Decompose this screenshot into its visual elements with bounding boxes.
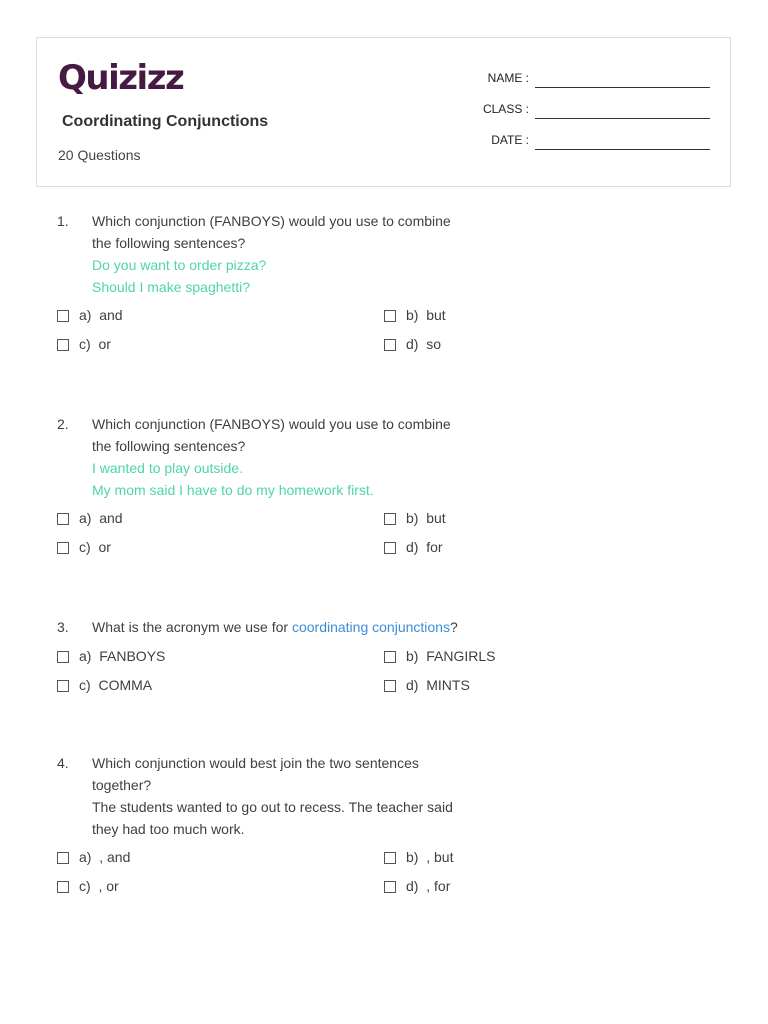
question-number: 4. xyxy=(57,755,69,771)
option-checkbox[interactable] xyxy=(384,651,396,663)
option-checkbox[interactable] xyxy=(57,881,69,893)
class-line[interactable] xyxy=(535,118,710,119)
question-text: What is the acronym we use for coordinating conjunctions? xyxy=(92,619,458,635)
option-checkbox[interactable] xyxy=(384,680,396,692)
question-sentence: Do you want to order pizza? xyxy=(92,257,267,273)
option-c: c) or xyxy=(79,539,111,555)
option-b: b) , but xyxy=(406,849,454,865)
option-a: a) FANBOYS xyxy=(79,648,166,664)
option-checkbox[interactable] xyxy=(57,310,69,322)
option-b: b) but xyxy=(406,510,446,526)
option-a: a) , and xyxy=(79,849,131,865)
question-sentence: Should I make spaghetti? xyxy=(92,279,250,295)
option-checkbox[interactable] xyxy=(57,339,69,351)
option-checkbox[interactable] xyxy=(384,513,396,525)
question-text: the following sentences? xyxy=(92,235,246,251)
option-c: c) COMMA xyxy=(79,677,153,693)
class-label: CLASS : xyxy=(482,102,529,116)
question-text: The students wanted to go out to recess. The teacher said xyxy=(92,799,453,815)
worksheet-header xyxy=(36,37,731,187)
option-d: d) , for xyxy=(406,878,451,894)
worksheet-title: Coordinating Conjunctions xyxy=(62,113,269,130)
option-d: d) so xyxy=(406,336,442,352)
option-checkbox[interactable] xyxy=(384,339,396,351)
option-d: d) MINTS xyxy=(406,677,470,693)
option-checkbox[interactable] xyxy=(57,513,69,525)
question-number: 2. xyxy=(57,416,69,432)
option-a: a) and xyxy=(79,510,123,526)
name-line[interactable] xyxy=(535,87,710,88)
question-text: Which conjunction (FANBOYS) would you use to combine xyxy=(92,416,451,432)
question-sentence: My mom said I have to do my homework first. xyxy=(92,482,374,498)
question-text: they had too much work. xyxy=(92,821,245,837)
option-checkbox[interactable] xyxy=(57,680,69,692)
question-text: Which conjunction (FANBOYS) would you use to combine xyxy=(92,213,451,229)
name-label: NAME : xyxy=(487,71,529,85)
option-checkbox[interactable] xyxy=(384,852,396,864)
question-text: Which conjunction would best join the two sentences xyxy=(92,755,419,771)
question-text: together? xyxy=(92,777,152,793)
quizizz-logo: Quizizz xyxy=(58,58,184,98)
highlighted-term: coordinating conjunctions xyxy=(291,619,450,635)
option-checkbox[interactable] xyxy=(57,542,69,554)
option-b: b) but xyxy=(406,307,446,323)
option-checkbox[interactable] xyxy=(384,881,396,893)
question-count: 20 Questions xyxy=(58,147,141,163)
option-checkbox[interactable] xyxy=(57,651,69,663)
option-c: c) or xyxy=(79,336,111,352)
question-text: the following sentences? xyxy=(92,438,246,454)
date-label: DATE : xyxy=(491,133,529,147)
option-a: a) and xyxy=(79,307,123,323)
option-checkbox[interactable] xyxy=(57,852,69,864)
question-number: 3. xyxy=(57,619,69,635)
option-b: b) FANGIRLS xyxy=(406,648,496,664)
option-checkbox[interactable] xyxy=(384,310,396,322)
option-c: c) , or xyxy=(79,878,119,894)
question-number: 1. xyxy=(57,213,69,229)
question-sentence: I wanted to play outside. xyxy=(92,460,243,476)
option-checkbox[interactable] xyxy=(384,542,396,554)
date-line[interactable] xyxy=(535,149,710,150)
option-d: d) for xyxy=(406,539,443,555)
